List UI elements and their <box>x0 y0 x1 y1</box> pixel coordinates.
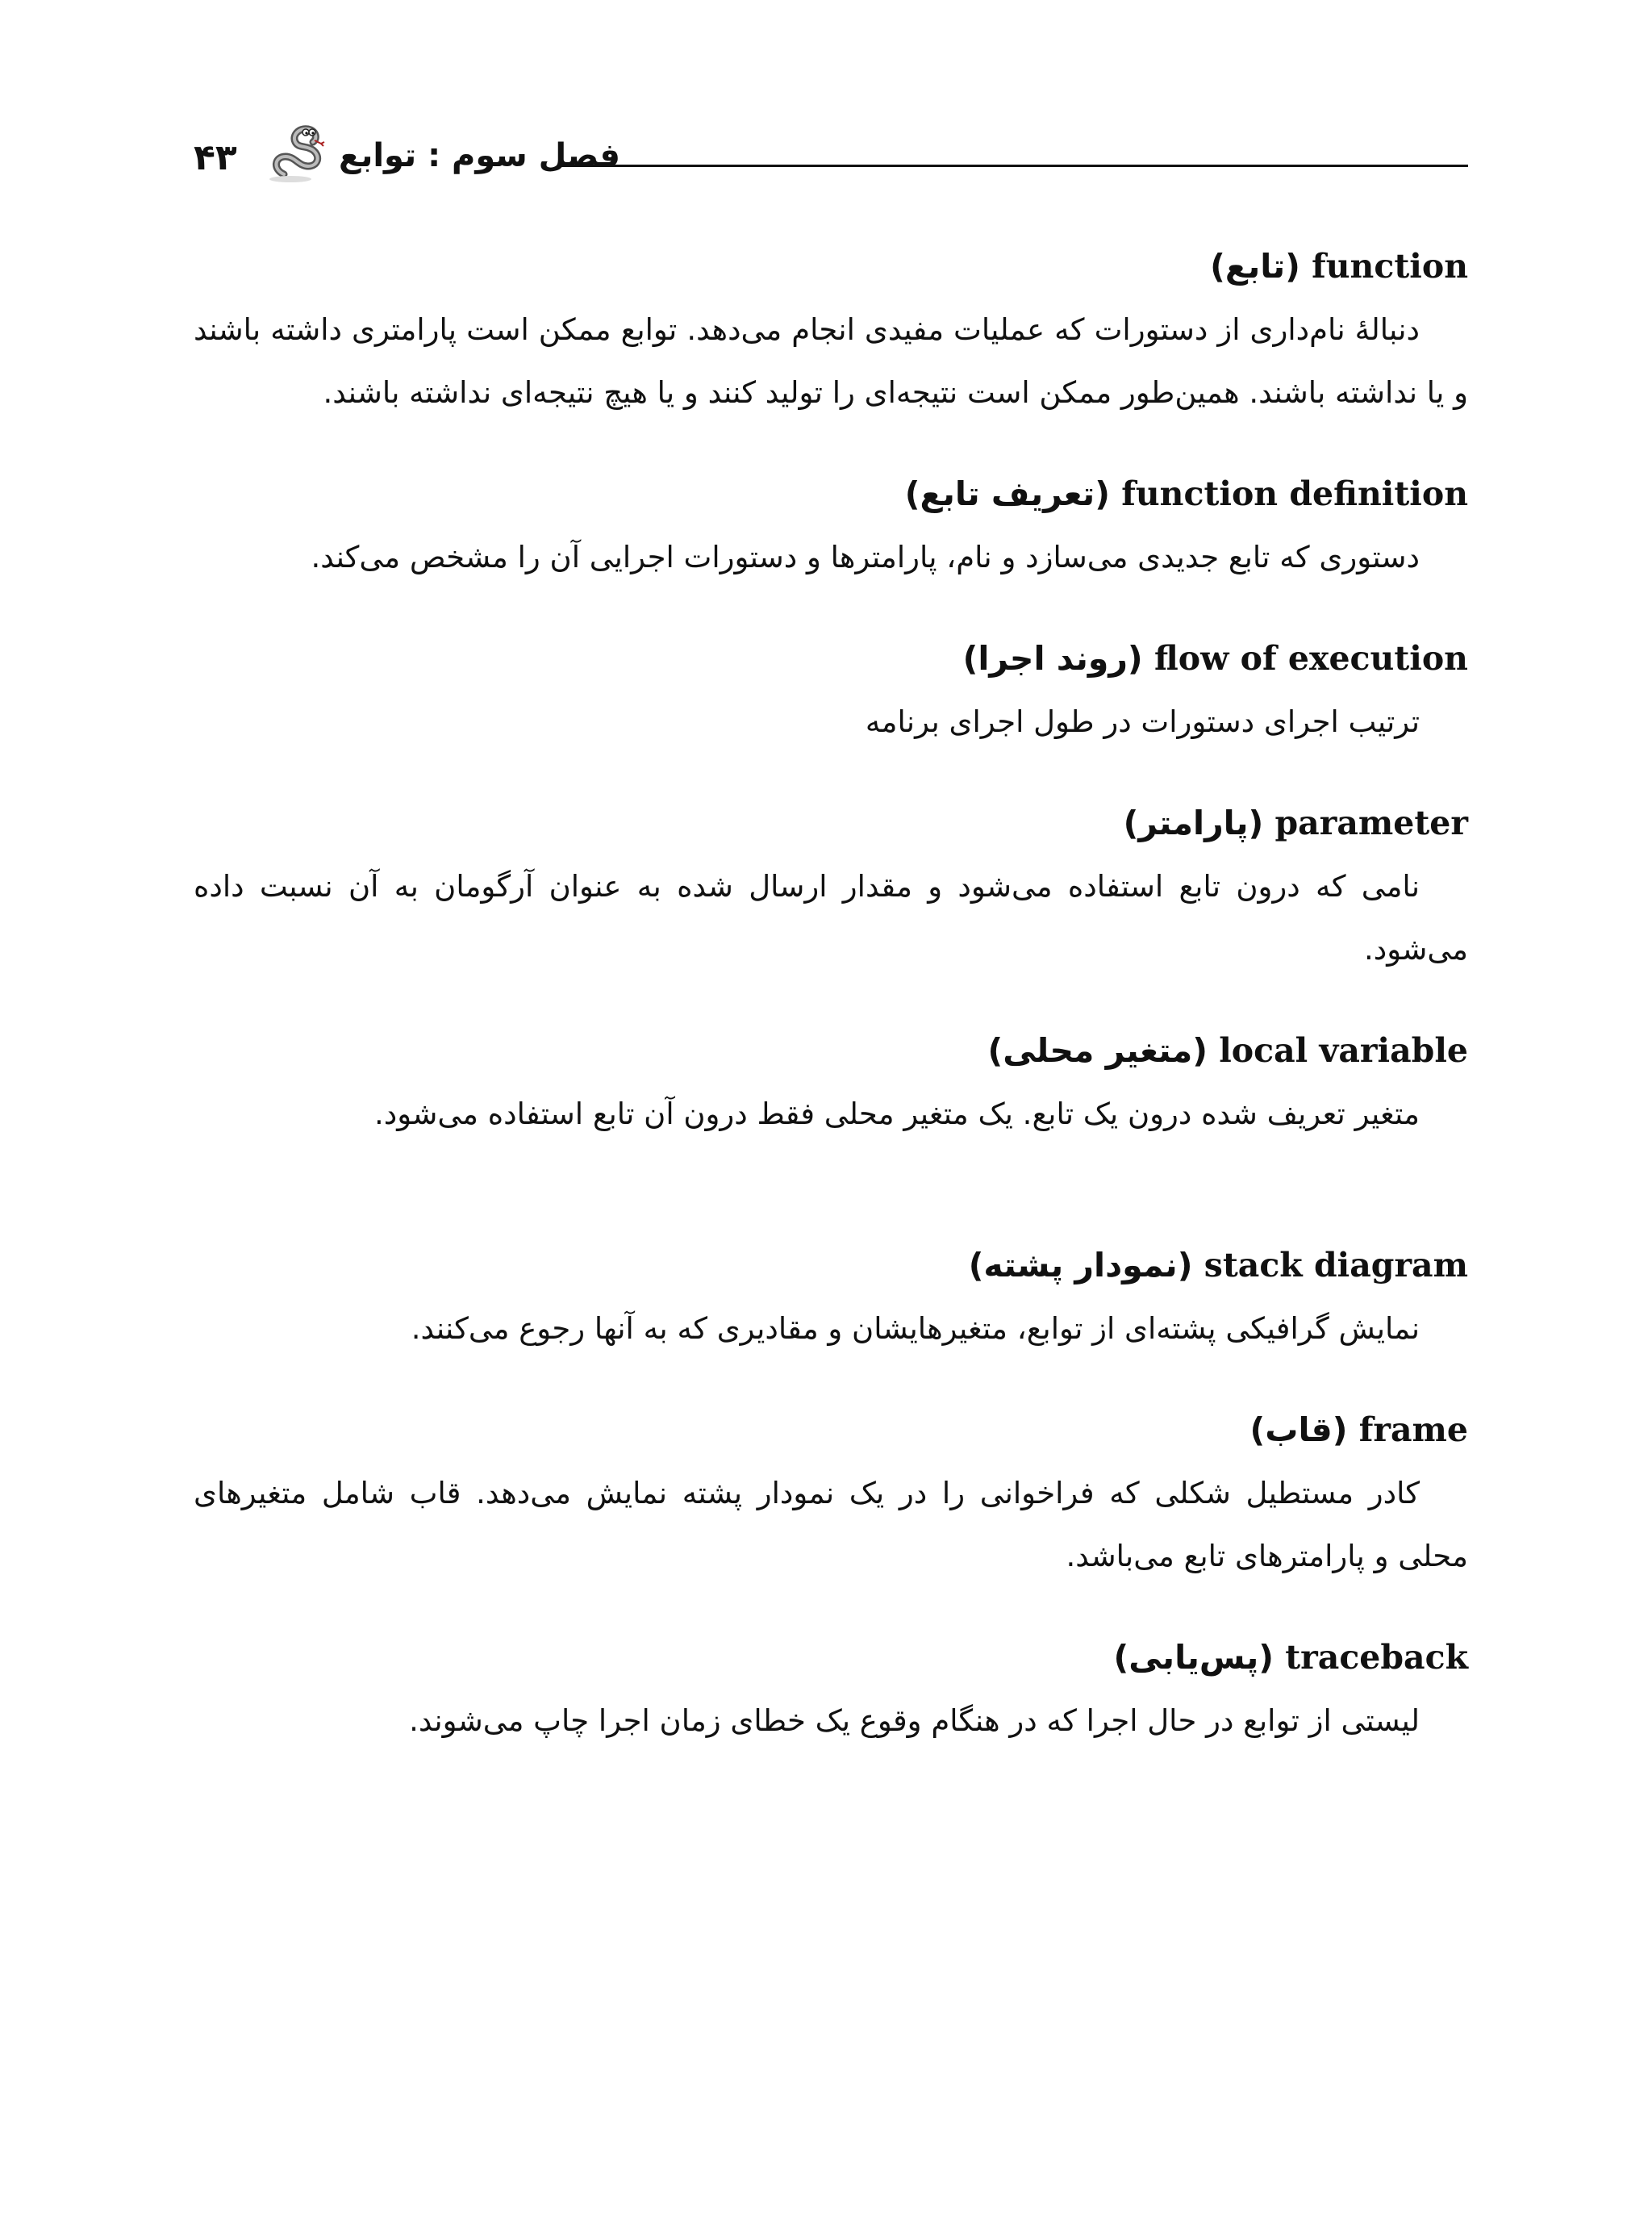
glossary-entry-local-variable <box>194 1018 1468 1146</box>
term-definition: نامی که درون تابع استفاده می‌شود و مقدار ارسال شده به عنوان آرگومان به آن نسبت داده می‌شود. <box>194 869 1468 967</box>
header-divider <box>561 165 1468 167</box>
page-number: ۴۳ <box>194 137 237 178</box>
term-english: flow of execution <box>1153 639 1468 678</box>
term-definition: دستوری که تابع جدیدی می‌سازد و نام، پارامترها و دستورات اجرایی آن را مشخص می‌کند. <box>311 540 1420 574</box>
glossary-entry-function-definition <box>194 462 1468 589</box>
term-english: function definition <box>1121 474 1468 513</box>
term-persian: (متغیر محلی) <box>987 1031 1208 1070</box>
term-english: frame <box>1358 1410 1468 1449</box>
term-definition: لیستی از توابع در حال اجرا که در هنگام وقوع یک خطای زمان اجرا چاپ می‌شوند. <box>409 1703 1420 1738</box>
glossary-entry-frame <box>194 1397 1468 1588</box>
term-persian: (پس‌یابی) <box>1113 1638 1274 1677</box>
snake-mascot-icon <box>266 121 331 186</box>
glossary-entry-parameter <box>194 791 1468 981</box>
term-english: function <box>1312 247 1468 286</box>
term-english: local variable <box>1219 1031 1468 1070</box>
glossary-entry-stack-diagram <box>194 1233 1468 1360</box>
page-header <box>194 121 1468 194</box>
glossary-entry-traceback <box>194 1625 1468 1752</box>
glossary <box>194 234 1468 1752</box>
term-english: traceback <box>1285 1638 1468 1677</box>
term-persian: (قاب) <box>1249 1410 1348 1449</box>
term-heading <box>194 1397 1468 1462</box>
term-heading <box>194 626 1468 691</box>
term-heading <box>194 1625 1468 1690</box>
term-definition: دنبالهٔ نام‌داری از دستورات که عملیات مفیدی انجام می‌دهد. توابع ممکن است پارامتری داشته باشند و یا نداشته باشند. همین‌طور ممکن است نتیجه‌ای را تولید کنند و یا هیچ نتیجه‌ای نداشته باشند. <box>194 312 1468 410</box>
term-persian: (تابع) <box>1210 247 1300 286</box>
term-english: stack diagram <box>1204 1246 1468 1285</box>
term-heading <box>194 791 1468 855</box>
term-heading <box>194 462 1468 526</box>
term-persian: (تعریف تابع) <box>904 474 1110 513</box>
term-definition: متغیر تعریف شده درون یک تابع. یک متغیر محلی فقط درون آن تابع استفاده می‌شود. <box>373 1097 1420 1131</box>
term-definition: نمایش گرافیکی پشته‌ای از توابع، متغیرهایشان و مقادیری که به آنها رجوع می‌کنند. <box>411 1311 1420 1346</box>
term-persian: (پارامتر) <box>1123 804 1264 842</box>
term-english: parameter <box>1274 804 1468 842</box>
term-persian: (نمودار پشته) <box>968 1246 1193 1285</box>
glossary-entry-flow-of-execution <box>194 626 1468 754</box>
chapter-title: فصل سوم : توابع <box>339 137 620 174</box>
term-heading <box>194 1233 1468 1297</box>
term-persian: (روند اجرا) <box>962 639 1143 678</box>
term-heading <box>194 234 1468 299</box>
term-heading <box>194 1018 1468 1083</box>
glossary-entry-function <box>194 234 1468 424</box>
term-definition: ترتیب اجرای دستورات در طول اجرای برنامه <box>865 704 1420 739</box>
term-definition: کادر مستطیل شکلی که فراخوانی را در یک نمودار پشته نمایش می‌دهد. قاب شامل متغیرهای محلی و پارامترهای تابع می‌باشد. <box>194 1476 1468 1573</box>
